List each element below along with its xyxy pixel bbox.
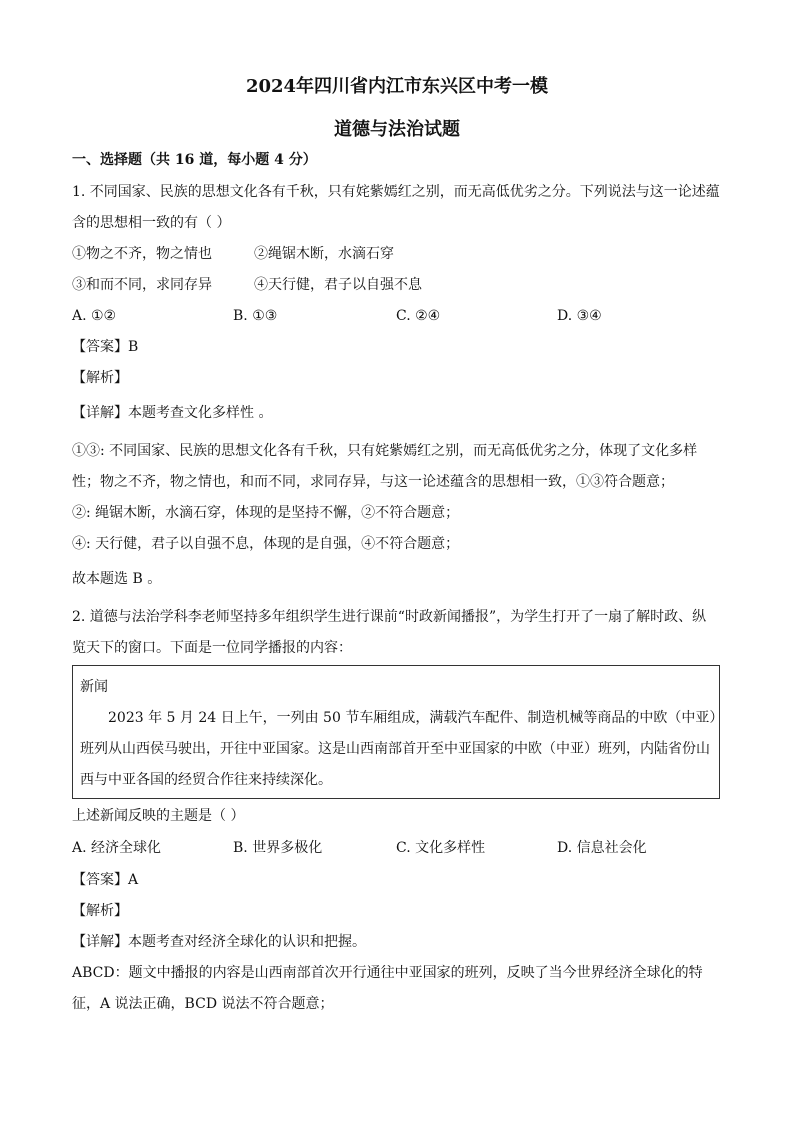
news-line2: 班列从山西侯马驶出，开往中亚国家。这是山西南部首开至中亚国家的中欧（中亚）班列，内陆省份山	[80, 741, 710, 757]
q2-option-b: B. 世界多极化	[233, 840, 323, 856]
news-line3: 西与中亚各国的经贸合作往来持续深化。	[80, 772, 332, 788]
exam-subtitle: 道德与法治试题	[334, 119, 460, 140]
q1-detail: 【详解】本题考查文化多样性 。	[72, 405, 273, 421]
q1-explanation-line2: 性；物之不齐，物之情也，和而不同，求同存异，与这一论述蕴含的思想相一致，①③符合题意；	[72, 474, 674, 490]
news-label: 新闻	[80, 679, 108, 695]
q2-stem-line2: 览天下的窗口。下面是一位同学播报的内容：	[72, 640, 352, 656]
q1-analysis-label: 【解析】	[72, 370, 128, 386]
q1-stem-line1: 1. 不同国家、民族的思想文化各有千秋，只有姹紫嫣红之别，而无高低优劣之分。下列说法与这一论述蕴	[72, 184, 720, 200]
news-line1: 2023 年 5 月 24 日上午，一列由 50 节车厢组成，满载汽车配件、制造机械等商品的中欧（中亚）	[108, 710, 724, 726]
q1-explanation-line3: ②: 绳锯木断，水滴石穿，体现的是坚持不懈，②不符合题意；	[72, 505, 460, 521]
q1-option-d: D. ③④	[557, 308, 602, 324]
exam-title: 2024年四川省内江市东兴区中考一模	[245, 76, 549, 97]
section-heading: 一、选择题（共 16 道，每小题 4 分）	[72, 152, 317, 168]
q2-detail: 【详解】本题考查对经济全球化的认识和把握。	[72, 934, 366, 950]
q2-explanation-line2: 征，A 说法正确，BCD 说法不符合题意；	[72, 996, 334, 1012]
q2-explanation-line1: ABCD：题文中播报的内容是山西南部首次开行通往中亚国家的班列，反映了当今世界经济全球化的特	[72, 965, 703, 981]
q1-option-b: B. ①③	[233, 308, 278, 324]
q1-statement-1: ①物之不齐，物之情也	[72, 246, 212, 262]
q1-option-a: A. ①②	[72, 308, 117, 324]
q2-option-d: D. 信息社会化	[557, 840, 647, 856]
q2-option-c: C. 文化多样性	[396, 840, 486, 856]
q1-answer: 【答案】B	[72, 339, 139, 355]
q1-conclusion: 故本题选 B 。	[72, 571, 162, 587]
q1-stem-line2: 含的思想相一致的有（ ）	[72, 215, 231, 231]
q2-analysis-label: 【解析】	[72, 903, 128, 919]
q2-option-a: A. 经济全球化	[72, 840, 162, 856]
q1-explanation-line1: ①③: 不同国家、民族的思想文化各有千秋，只有姹紫嫣红之别，而无高低优劣之分，体现了文化多样	[72, 443, 698, 459]
q1-statement-4: ④天行健，君子以自强不息	[254, 277, 422, 293]
q2-answer: 【答案】A	[72, 872, 139, 888]
q2-question: 上述新闻反映的主题是（ ）	[72, 808, 245, 824]
q1-statement-2: ②绳锯木断，水滴石穿	[254, 246, 394, 262]
q1-option-c: C. ②④	[396, 308, 441, 324]
q2-stem-line1: 2. 道德与法治学科李老师坚持多年组织学生进行课前“时政新闻播报”，为学生打开了一扇了解时政、纵	[72, 609, 707, 625]
q1-statement-3: ③和而不同，求同存异	[72, 277, 212, 293]
q1-explanation-line4: ④: 天行健，君子以自强不息，体现的是自强，④不符合题意；	[72, 536, 460, 552]
news-box	[72, 665, 724, 799]
